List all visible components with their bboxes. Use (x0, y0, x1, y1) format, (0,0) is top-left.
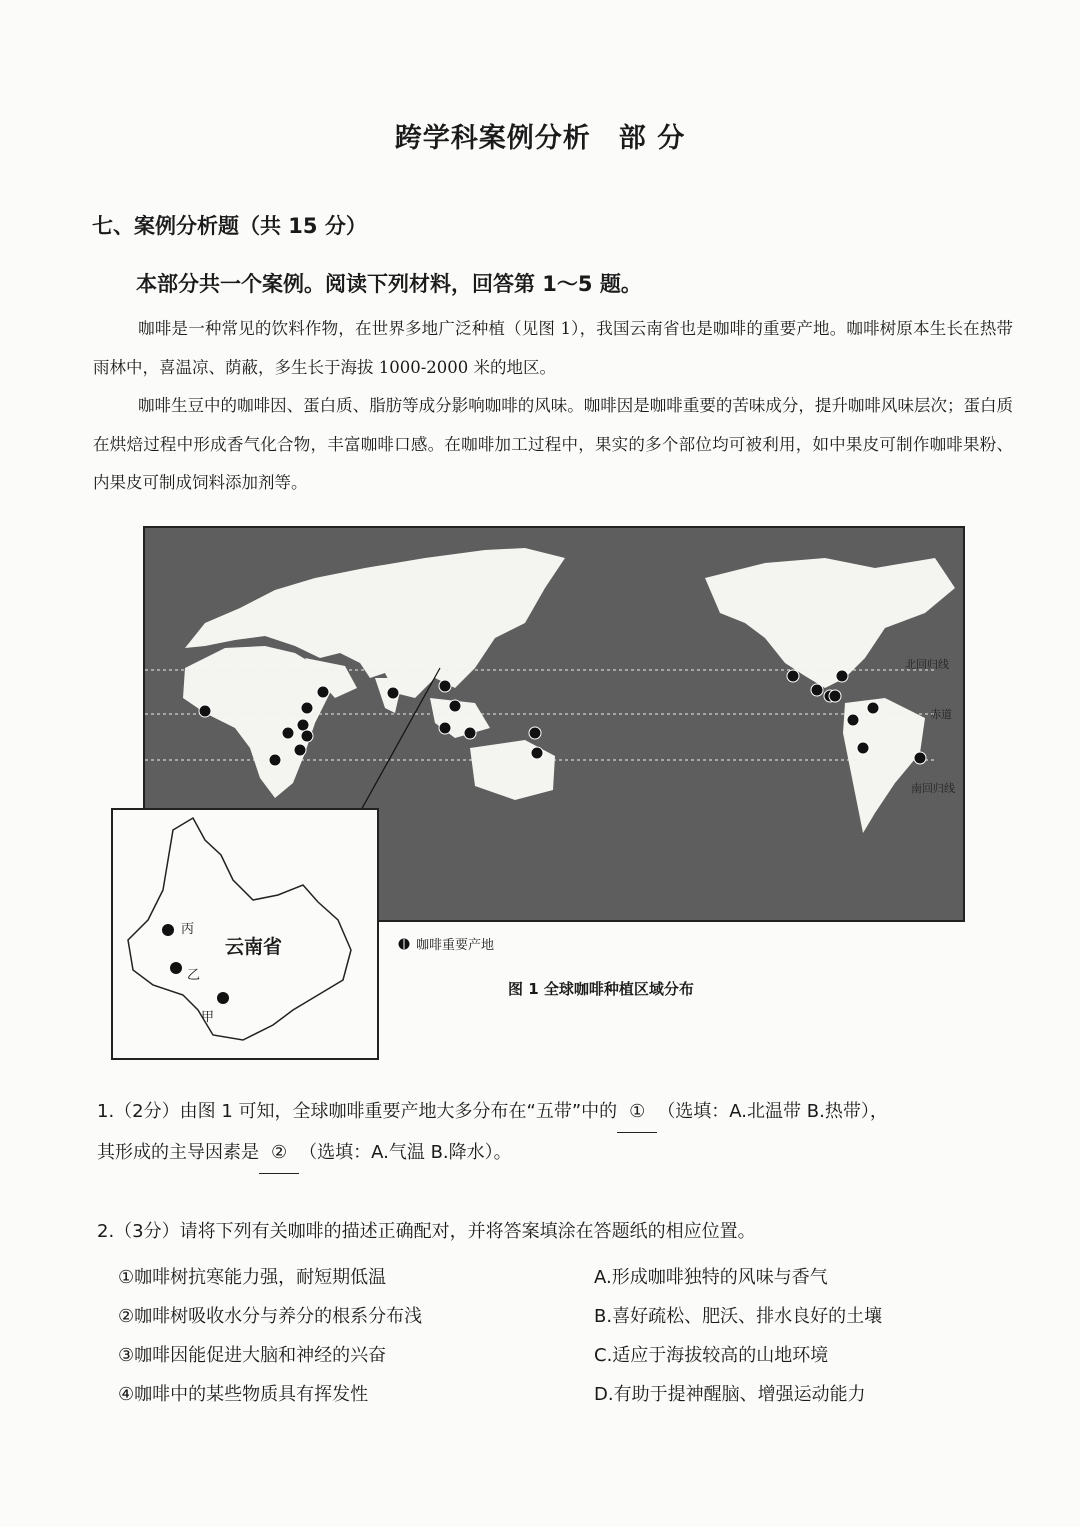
question-2-stem: 2.（3分）请将下列有关咖啡的描述正确配对，并将答案填涂在答题纸的相应位置。 (97, 1221, 756, 1242)
paragraph-2 (93, 387, 1013, 503)
left-option-1: ①咖啡树抗寒能力强，耐短期低温 (118, 1266, 387, 1288)
question-2-options (118, 1256, 1018, 1412)
right-option-a: A.形成咖啡独特的风味与香气 (594, 1266, 828, 1288)
q1-text-b: （选填：A.北温带 B.热带）， (657, 1101, 888, 1122)
paragraph-1 (93, 310, 1013, 387)
point-yi-label: 乙 (187, 968, 201, 983)
question-1 (97, 1092, 1037, 1174)
intro-text: 本部分共一个案例。阅读下列材料，回答第 1～5 题。 (136, 272, 642, 296)
q1-text-a: 1.（2分）由图 1 可知，全球咖啡重要产地大多分布在“五带”中的 (97, 1101, 618, 1122)
yunnan-inset-map (111, 808, 379, 1060)
paragraph-2-text: 咖啡生豆中的咖啡因、蛋白质、脂肪等成分影响咖啡的风味。咖啡因是咖啡重要的苦味成分，提升咖啡风味层次；蛋白质在烘焙过程中形成香气化合物，丰富咖啡口感。在咖啡加工过程中，果实的多个部位均可被利用，如中果皮可制作咖啡果粉、内果皮可制成饲料添加剂等。 (93, 396, 1013, 492)
point-yi-marker (170, 962, 182, 974)
map-legend (398, 934, 494, 953)
equator-label: 赤道 (930, 708, 952, 721)
tropic-of-cancer-label: 北回归线 (905, 658, 949, 671)
section-heading: 七、案例分析题（共 15 分） (92, 214, 367, 238)
option-row (118, 1295, 1018, 1334)
yunnan-label: 云南省 (225, 936, 283, 958)
right-option-c: C.适应于海拔较高的山地环境 (594, 1344, 829, 1366)
paragraph-1-text: 咖啡是一种常见的饮料作物，在世界多地广泛种植（见图 1），我国云南省也是咖啡的重要产地。咖啡树原本生长在热带雨林中，喜温凉、荫蔽，多生长于海拔 1000-2000 米的地区。 (93, 319, 1013, 377)
q1-text-d: （选填：A.气温 B.降水）。 (299, 1142, 512, 1163)
left-option-3: ③咖啡因能促进大脑和神经的兴奋 (118, 1344, 387, 1366)
left-option-4: ④咖啡中的某些物质具有挥发性 (118, 1383, 369, 1405)
point-jia-label: 甲 (201, 1010, 215, 1025)
q1-text-c: 其形成的主导因素是 (97, 1142, 259, 1163)
point-jia-marker (217, 992, 229, 1004)
option-row (118, 1256, 1018, 1295)
q1-blank-1[interactable]: ① (617, 1092, 657, 1133)
legend-label: 咖啡重要产地 (416, 938, 495, 953)
right-option-d: D.有助于提神醒脑、增强运动能力 (594, 1383, 866, 1405)
coffee-bean-icon (398, 938, 410, 950)
point-bing-marker (162, 924, 174, 936)
option-row (118, 1334, 1018, 1373)
left-option-2: ②咖啡树吸收水分与养分的根系分布浅 (118, 1305, 423, 1327)
page-title: 跨学科案例分析 部 分 (394, 123, 686, 154)
option-row (118, 1373, 1018, 1412)
tropic-of-capricorn-label: 南回归线 (911, 782, 955, 795)
figure-caption: 图 1 全球咖啡种植区域分布 (508, 980, 694, 998)
point-bing-label: 丙 (181, 922, 195, 937)
right-option-b: B.喜好疏松、肥沃、排水良好的土壤 (594, 1305, 883, 1327)
q1-blank-2[interactable]: ② (259, 1133, 299, 1174)
yunnan-outline (128, 818, 351, 1040)
